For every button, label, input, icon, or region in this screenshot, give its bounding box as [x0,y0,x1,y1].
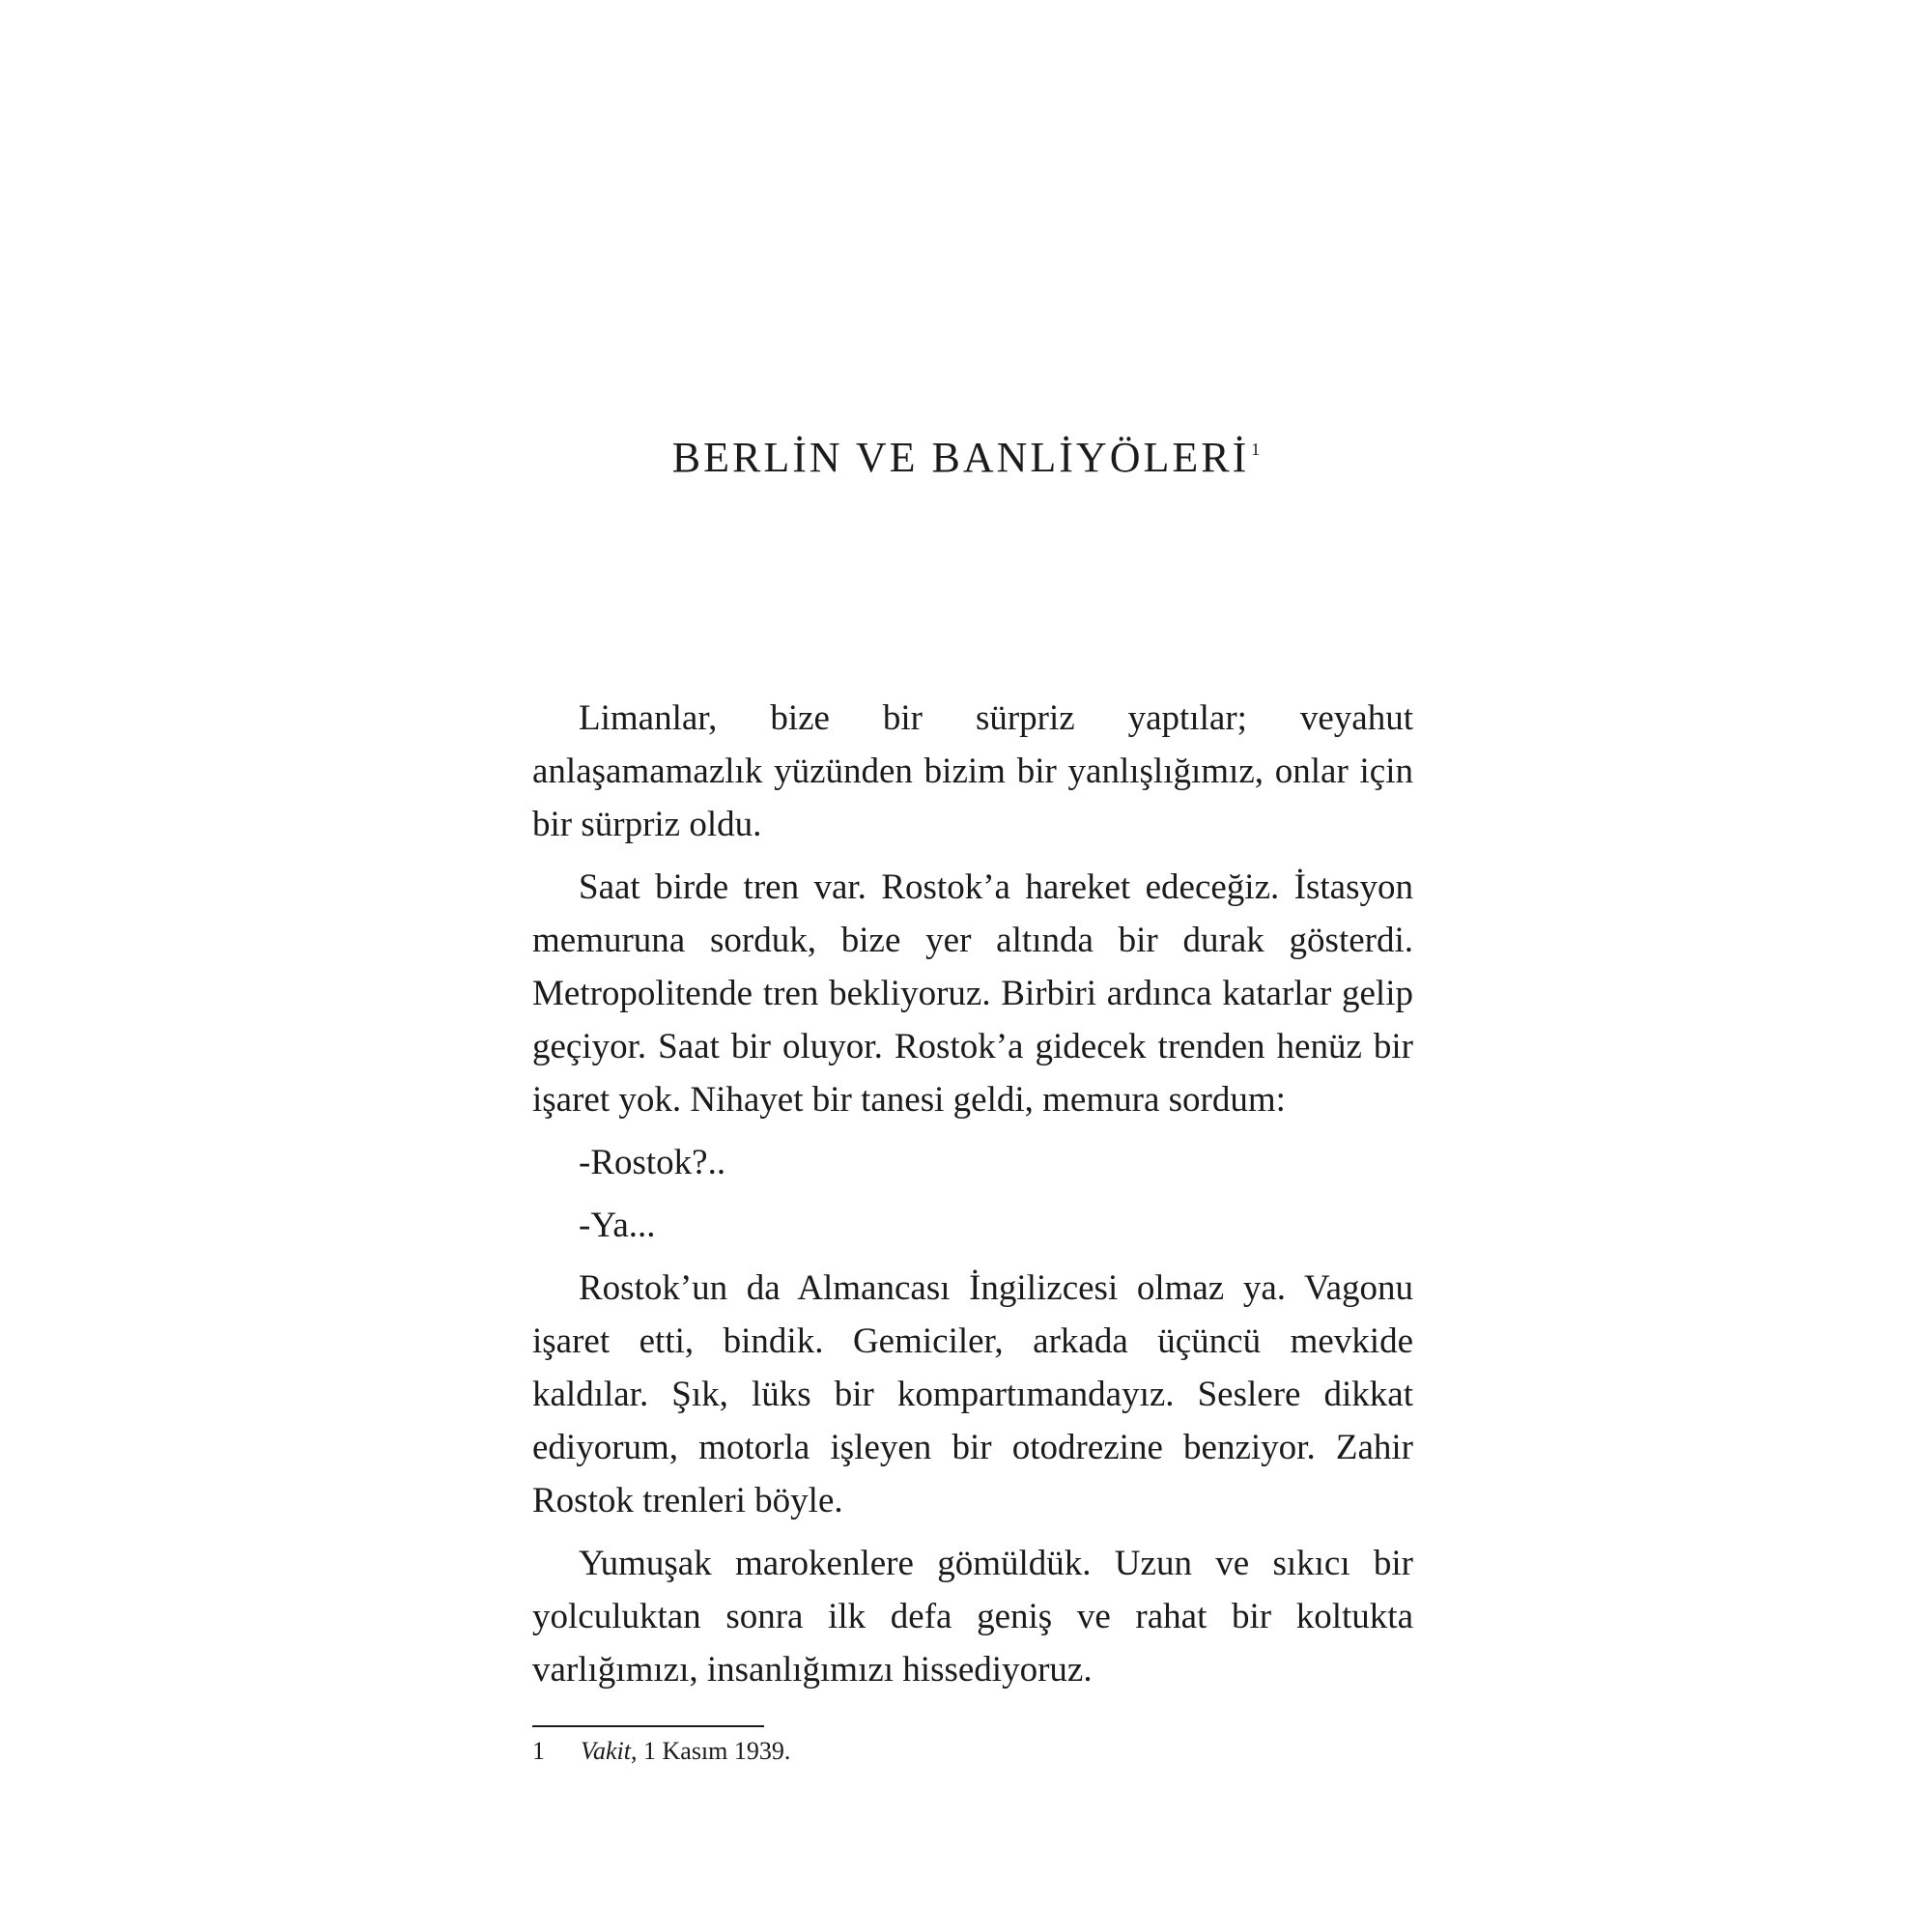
paragraph: Yumuşak marokenlere gömüldük. Uzun ve sıkıcı bir yolculuktan sonra ilk defa geniş ve rahat bir koltukta varlığımızı, insanlığımızı hissediyoruz. [532,1544,1413,1690]
chapter-title-text: BERLİN VE BANLİYÖLERİ [671,434,1250,481]
dialogue-line: -Ya... [579,1206,656,1245]
chapter-title [0,434,1932,481]
footnote [532,1735,790,1768]
footnote-source: Vakit [581,1737,631,1765]
footnote-divider [532,1725,764,1727]
footnote-date: , 1 Kasım 1939. [631,1737,791,1765]
paragraph: Saat birde tren var. Rostok’a hareket edeceğiz. İstasyon memuruna sorduk, bize yer altında bir durak gösterdi. Metropolitende tren bekliyoruz. Birbiri ardınca katarlar gelip geçiyor. Saat bir oluyor. Rostok’a gidecek trenden henüz bir işaret yok. Nihayet bir tanesi geldi, memura sordum: [532,867,1413,1120]
footnote-marker: 1 [1251,440,1261,459]
paragraph: Limanlar, bize bir sürpriz yaptılar; veyahut anlaşamamazlık yüzünden bizim bir yanlışlığımız, onlar için bir sürpriz oldu. [532,698,1413,844]
footnote-number: 1 [532,1737,545,1765]
dialogue-line: -Rostok?.. [579,1143,726,1182]
paragraph: Rostok’un da Almancası İngilizcesi olmaz ya. Vagonu işaret etti, bindik. Gemiciler, arkada üçüncü mevkide kaldılar. Şık, lüks bir kompartımandayız. Seslere dikkat ediyorum, motorla işleyen bir otodrezine benziyor. Zahir Rostok trenleri böyle. [532,1268,1413,1520]
chapter-body [532,692,1413,1706]
